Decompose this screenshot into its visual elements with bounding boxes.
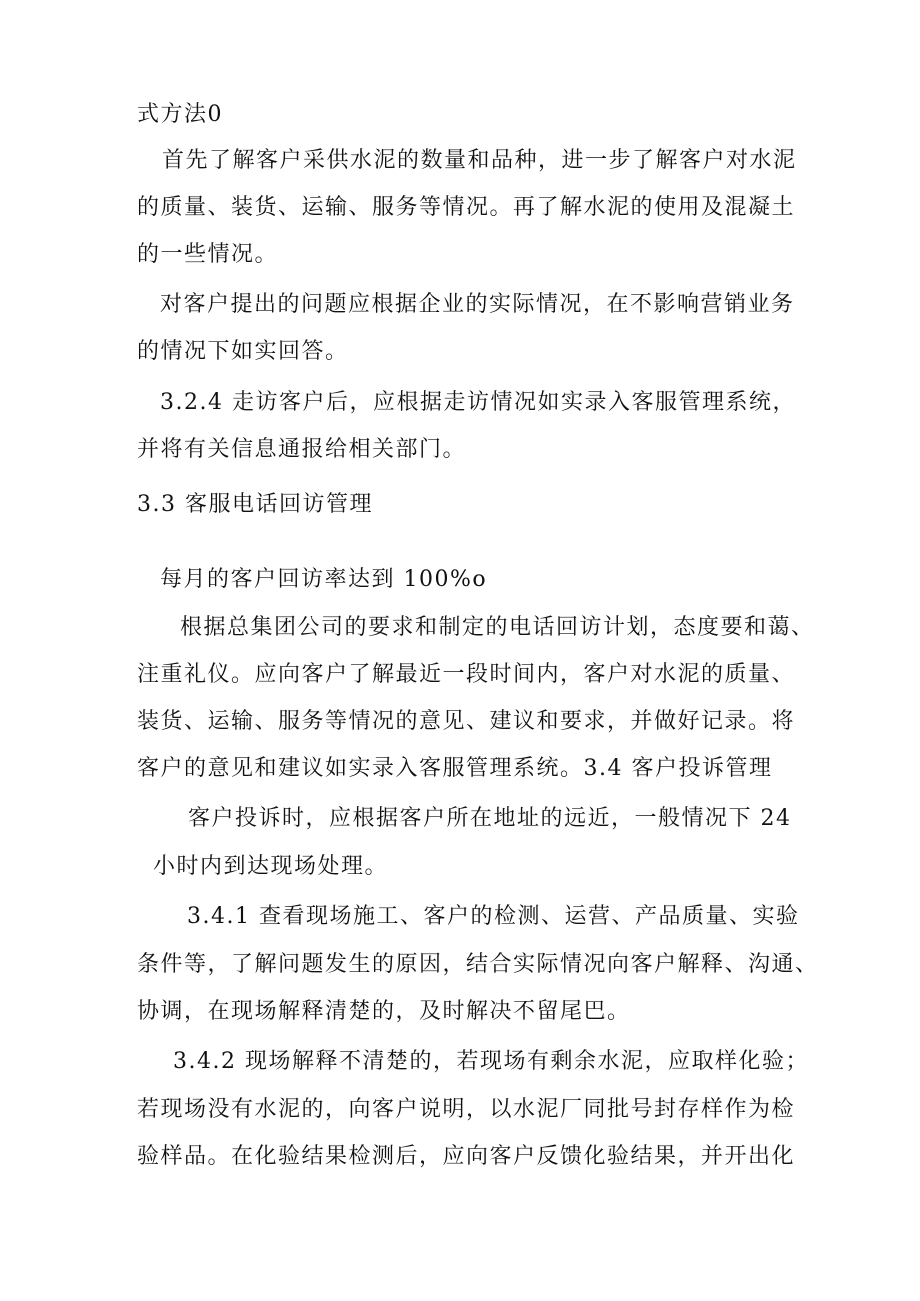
text-line: 对客户提出的问题应根据企业的实际情况，在不影响营销业务 xyxy=(160,292,795,317)
text-line: 验样品。在化验结果检测后，应向客户反馈化验结果，并开出化 xyxy=(137,1144,796,1169)
text-line: 首先了解客户采供水泥的数量和品种，进一步了解客户对水泥 xyxy=(162,148,797,173)
text-line: 的质量、装货、运输、服务等情况。再了解水泥的使用及混凝土 xyxy=(137,195,796,220)
text-line: 若现场没有水泥的，向客户说明，以水泥厂同批号封存样作为检 xyxy=(137,1097,796,1122)
text-line: 装货、运输、服务等情况的意见、建议和要求，并做好记录。将 xyxy=(137,709,796,734)
text-line: 根据总集团公司的要求和制定的电话回访计划，态度要和蔼、 xyxy=(180,615,815,640)
text-line: 3.4.1 查看现场施工、客户的检测、运营、产品质量、实验 xyxy=(187,904,800,929)
text-line: 客户投诉时，应根据客户所在地址的远近，一般情况下 24 xyxy=(188,806,792,831)
text-line: 客户的意见和建议如实录入客服管理系统。3.4 客户投诉管理 xyxy=(137,756,773,781)
text-line: 并将有关信息通报给相关部门。 xyxy=(137,437,467,462)
text-line: 3.4.2 现场解释不清楚的，若现场有剩余水泥，应取样化验； xyxy=(173,1049,809,1074)
text-line: 式方法0 xyxy=(137,102,223,127)
section-heading: 3.3 客服电话回访管理 xyxy=(137,492,373,517)
text-line: 注重礼仪。应向客户了解最近一段时间内，客户对水泥的质量、 xyxy=(137,662,796,687)
text-line: 3.2.4 走访客户后，应根据走访情况如实录入客服管理系统， xyxy=(160,390,796,415)
text-line: 小时内到达现场处理。 xyxy=(153,854,389,879)
text-line: 的一些情况。 xyxy=(137,242,279,267)
text-line: 的情况下如实回答。 xyxy=(137,339,349,364)
text-line: 条件等，了解问题发生的原因，结合实际情况向客户解释、沟通、 xyxy=(137,952,819,977)
text-line: 每月的客户回访率达到 100%o xyxy=(160,567,488,592)
text-line: 协调，在现场解释清楚的，及时解决不留尾巴。 xyxy=(137,999,631,1024)
